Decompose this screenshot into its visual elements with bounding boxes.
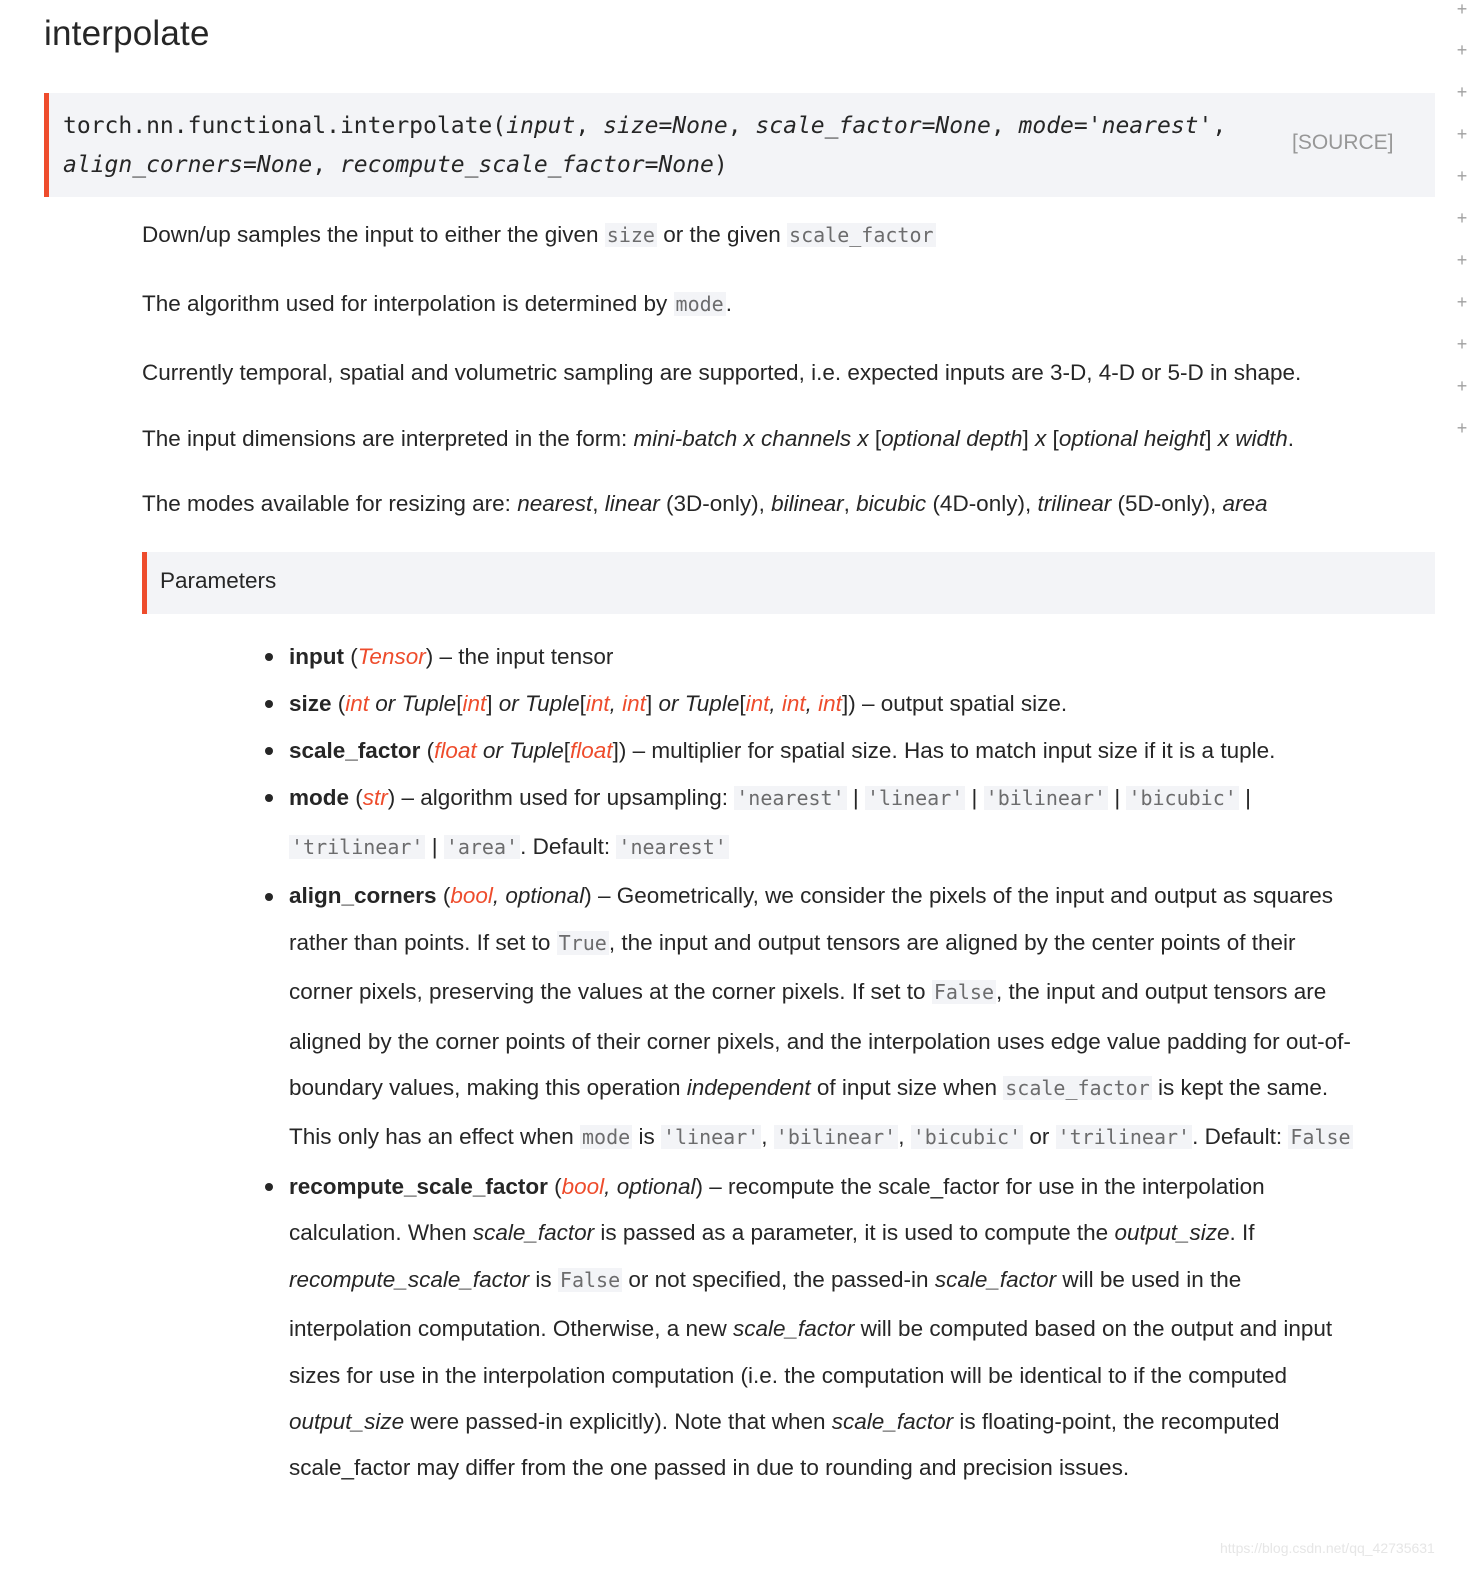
align-corners-line-6: This only has an effect when mode is 'linear', 'bilinear', 'bicubic' or 'trilinear'. Default: False [289, 1124, 1351, 1149]
type-link-int[interactable]: int [745, 691, 770, 716]
param-scale-factor: scale_factor (float or Tuple[float]) – multiplier for spatial size. Has to match input size if it is a tuple. [289, 738, 1276, 763]
inline-code-scale-factor: scale_factor [1005, 1076, 1150, 1100]
plus-icon[interactable]: + [1456, 124, 1468, 144]
inline-code-false: False [933, 980, 995, 1004]
recompute-line-4: interpolation computation. Otherwise, a new scale_factor will be computed based on the output and input [289, 1316, 1333, 1341]
source-link[interactable]: [SOURCE] [1292, 131, 1394, 154]
mode-value-bilinear: 'bilinear' [985, 786, 1107, 810]
type-link-int[interactable]: int [818, 691, 842, 716]
sig-param-scale-factor: scale_factor=None [755, 113, 991, 139]
recompute-line-3: recompute_scale_factor is False or not specified, the passed-in scale_factor will be used in the [289, 1267, 1242, 1292]
sig-param-align-corners: align_corners=None [63, 152, 313, 178]
plus-icon[interactable]: + [1456, 166, 1468, 186]
param-input: input (Tensor) – the input tensor [289, 644, 614, 669]
mode-value-trilinear: 'trilinear' [291, 835, 424, 859]
page-title: interpolate [44, 14, 210, 53]
description-paragraph-4: The input dimensions are interpreted in the form: mini-batch x channels x [optional depth] x [optional height] x width. [142, 426, 1294, 451]
align-corners-line-4: aligned by the corner points of their corner pixels, and the interpolation uses edge value padding for out-of- [289, 1029, 1351, 1054]
param-align-corners: align_corners (bool, optional) – Geometrically, we consider the pixels of the input and output as squares [289, 883, 1333, 908]
param-mode: mode (str) – algorithm used for upsampling: 'nearest' | 'linear' | 'bilinear' | 'bicubic' | [289, 785, 1251, 810]
signature-text: torch.nn.functional.interpolate(input, size=None, scale_factor=None, mode='nearest', align_corners=None, recompute_scale_factor=None) [63, 113, 1227, 178]
param-recompute-scale-factor: recompute_scale_factor (bool, optional) – recompute the scale_factor for use in the interpolation [289, 1174, 1265, 1199]
align-corners-line-2: rather than points. If set to True, the input and output tensors are aligned by the center points of their [289, 930, 1296, 955]
type-link-float[interactable]: float [434, 738, 477, 763]
type-link-bool[interactable]: bool [561, 1174, 605, 1199]
function-signature [44, 93, 1435, 197]
watermark: https://blog.csdn.net/qq_42735631 [1220, 1540, 1435, 1556]
sig-param-recompute-scale-factor: recompute_scale_factor=None [339, 152, 714, 178]
parameters-header-label: Parameters [160, 568, 277, 593]
bullet-icon [265, 653, 273, 661]
bullet-icon [265, 794, 273, 802]
param-mode-continued: 'trilinear' | 'area'. Default: 'nearest' [291, 834, 727, 859]
type-link-tensor[interactable]: Tensor [357, 644, 426, 669]
function-name: torch.nn.functional.interpolate [63, 113, 493, 139]
recompute-line-5: sizes for use in the interpolation computation (i.e. the computation will be identical to if the computed [289, 1363, 1288, 1388]
inline-code-mode: mode [675, 292, 724, 316]
plus-icon[interactable]: + [1456, 334, 1468, 354]
sig-param-size: size=None [603, 113, 728, 139]
bullet-icon [265, 747, 273, 755]
parameters-header [142, 552, 1435, 614]
recompute-line-2: calculation. When scale_factor is passed as a parameter, it is used to compute the output_size. If [289, 1220, 1255, 1245]
sig-param-input: input [506, 113, 576, 139]
recompute-line-7: scale_factor may differ from the one passed in due to rounding and precision issues. [289, 1455, 1130, 1480]
description-paragraph-3: Currently temporal, spatial and volumetric sampling are supported, i.e. expected inputs are 3-D, 4-D or 5-D in shape. [142, 360, 1302, 385]
mode-value-bicubic: 'bicubic' [1128, 786, 1237, 810]
mode-default-value: 'nearest' [618, 835, 727, 859]
description-paragraph-2: The algorithm used for interpolation is determined by mode. [142, 291, 732, 316]
plus-icon[interactable]: + [1456, 418, 1468, 438]
align-corners-default-value: False [1290, 1125, 1351, 1149]
plus-icon[interactable]: + [1456, 376, 1468, 396]
inline-code-linear: 'linear' [662, 1125, 760, 1149]
inline-code-bilinear: 'bilinear' [775, 1125, 897, 1149]
plus-icon[interactable]: + [1456, 82, 1468, 102]
align-corners-line-5: boundary values, making this operation independent of input size when scale_factor is kept the same. [289, 1075, 1329, 1100]
recompute-line-6: output_size were passed-in explicitly). Note that when scale_factor is floating-point, the recomputed [289, 1409, 1280, 1434]
bullet-icon [265, 1183, 273, 1191]
plus-icon[interactable]: + [1456, 208, 1468, 228]
type-link-bool[interactable]: bool [450, 883, 493, 908]
description-paragraph-1: Down/up samples the input to either the given size or the given scale_factor [142, 222, 934, 247]
type-link-int[interactable]: int [345, 691, 370, 716]
inline-code-scale-factor: scale_factor [789, 223, 934, 247]
plus-icon[interactable]: + [1456, 0, 1468, 19]
inline-code-trilinear: 'trilinear' [1057, 1125, 1191, 1149]
type-link-int[interactable]: int [462, 691, 487, 716]
inline-code-false: False [559, 1268, 621, 1292]
type-link-int[interactable]: int [585, 691, 610, 716]
inline-code-bicubic: 'bicubic' [912, 1125, 1022, 1149]
description-paragraph-5: The modes available for resizing are: nearest, linear (3D-only), bilinear, bicubic (4D-only), trilinear (5D-only), area [142, 491, 1268, 516]
mode-value-area: 'area' [445, 835, 519, 859]
bullet-icon [265, 893, 273, 901]
plus-icon[interactable]: + [1456, 40, 1468, 60]
inline-code-true: True [558, 931, 607, 955]
param-size: size (int or Tuple[int] or Tuple[int, int] or Tuple[int, int, int]) – output spatial size. [289, 691, 1068, 716]
plus-icon[interactable]: + [1456, 250, 1468, 270]
align-corners-line-3: corner pixels, preserving the values at the corner pixels. If set to False, the input and output tensors are [289, 979, 1327, 1004]
inline-code-size: size [606, 223, 655, 247]
type-link-str[interactable]: str [362, 785, 388, 810]
inline-code-mode: mode [582, 1125, 631, 1149]
sig-param-mode: mode='nearest' [1018, 113, 1213, 139]
type-link-float[interactable]: float [570, 738, 613, 763]
plus-icon[interactable]: + [1456, 292, 1468, 312]
type-link-int[interactable]: int [622, 691, 646, 716]
bullet-icon [265, 700, 273, 708]
mode-value-linear: 'linear' [866, 786, 964, 810]
mode-value-nearest: 'nearest' [736, 786, 845, 810]
type-link-int[interactable]: int [781, 691, 806, 716]
